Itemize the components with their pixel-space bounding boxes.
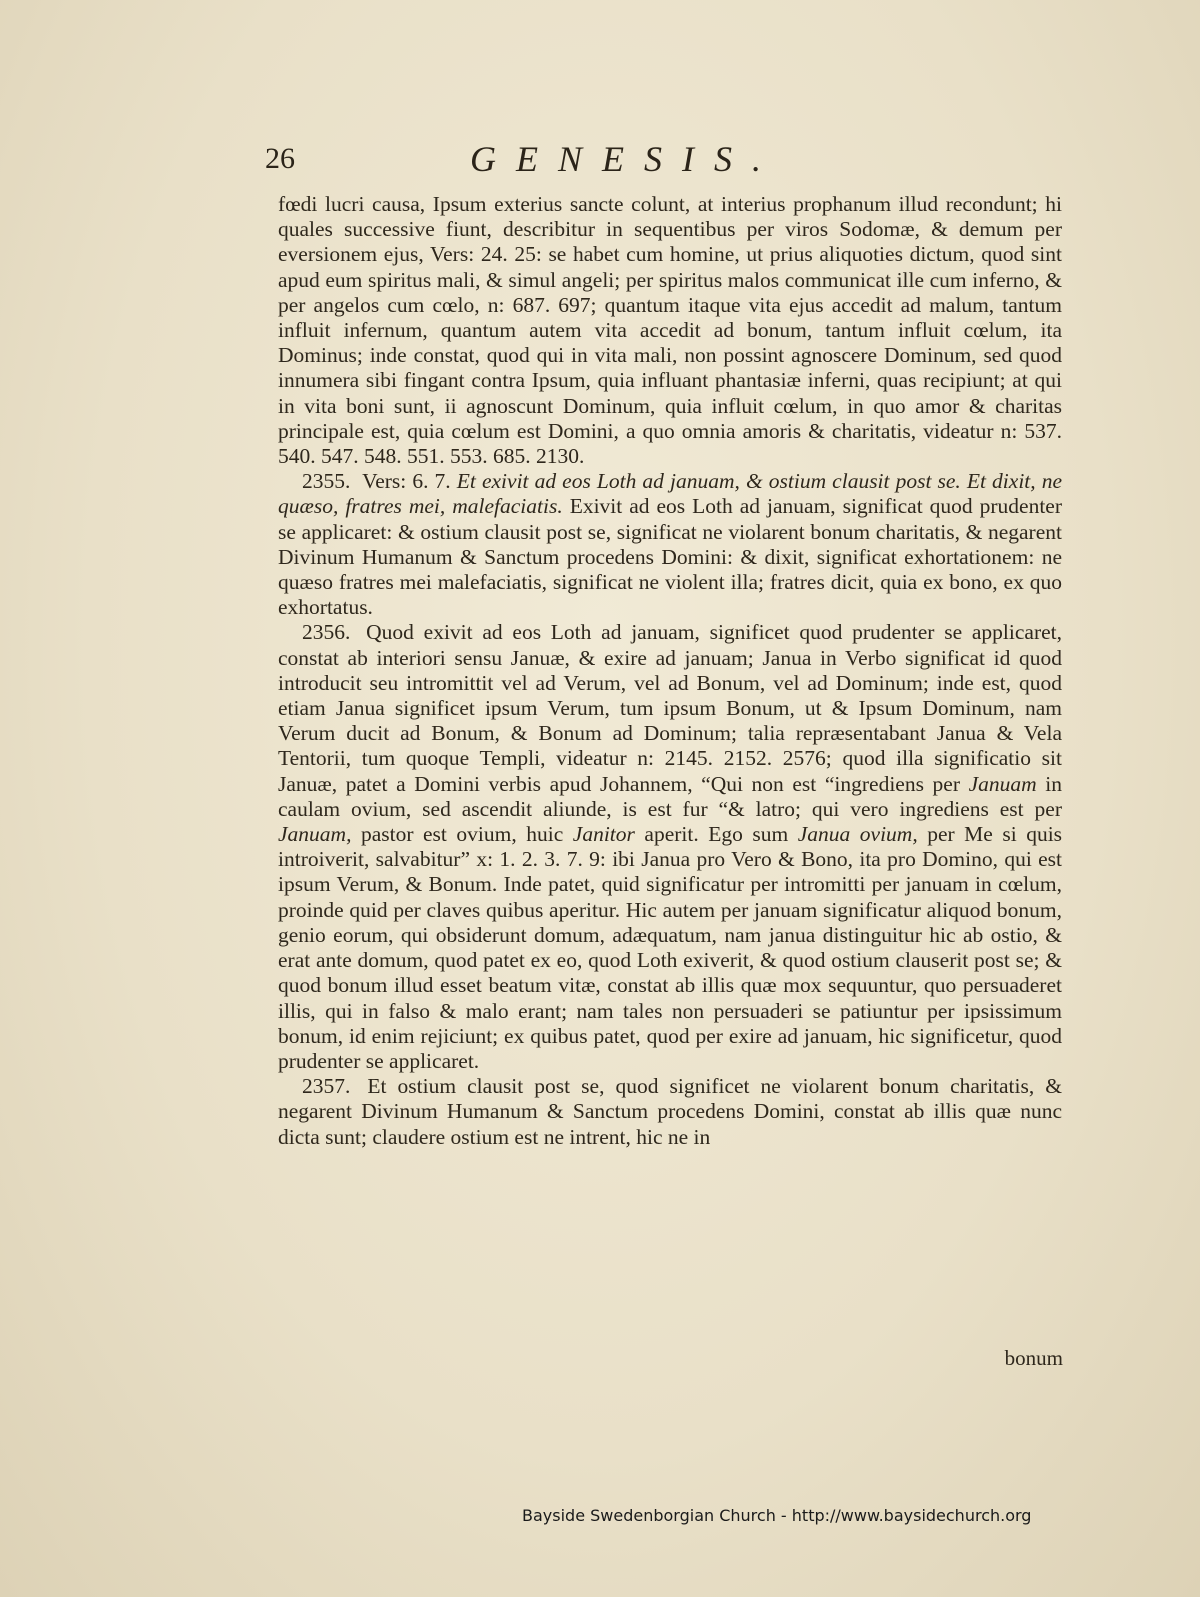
- paragraph-text: Quod exivit ad eos Loth ad januam, significet quod prudenter se applicaret, constat ab interiori sensu Januæ, & exire ad januam; Janua in Verbo significat id quod introducit seu intromittit vel ad Verum, vel ad Bonum, vel ad Dominum; inde est, quod etiam Janua significet ipsum Verum, tum ipsum Bonum, ut & Ipsum Dominum, nam Verum ducit ad Bonum, & Bonum ad Dominum; talia repræsentabant Janua & Vela Tentorii, tum quoque Templi, videatur n: 2145. 2152. 2576; quod illa significatio sit Januæ, patet a Domini verbis apud Johannem, “Qui non est “ingrediens per: [278, 620, 1062, 796]
- paragraph-2356: [278, 620, 1062, 1074]
- paragraph-number: 2357.: [302, 1074, 351, 1099]
- main-text: [278, 192, 1062, 1150]
- paragraph-number: 2356.: [302, 620, 351, 645]
- italic-term: Janua ovium,: [797, 822, 918, 847]
- paragraph-text: Et ostium clausit post se, quod significet ne violarent bonum charitatis, & negarent Divinum Humanum & Sanctum procedens Domini, constat ab illis quæ nunc dicta sunt; claudere ostium est ne intrent, hic ne in: [278, 1074, 1063, 1149]
- catchword: bonum: [1004, 1346, 1063, 1370]
- page-number: 26: [265, 142, 295, 175]
- intro-paragraph: fœdi lucri causa, Ipsum exterius sancte colunt, at interius prophanum illud recondunt; hi quales successive fiunt, describitur in sequentibus per viros Sodomæ, & demum per eversionem ejus, Vers: 24. 25: se habet cum homine, ut prius aliquoties dictum, quod sint apud eum spiritus mali, & simul angeli; per spiritus malos communicat ille cum inferno, & per angelos cum cœlo, n: 687. 697; quantum itaque vita ejus accedit ad malum, tantum influit infernum, quantum autem vita accedit ad bonum, tantum influit cœlum, ita Dominus; inde constat, quod qui in vita mali, non possint agnoscere Dominum, sed quod innumera sibi fingant contra Ipsum, quia influant phantasiæ inferni, quas recipiunt; at qui in vita boni sunt, ii agnoscunt Dominum, quia influit cœlum, in quo amor & charitas principale est, quia cœlum est Domini, a quo omnia amoris & charitatis, videatur n: 537. 540. 547. 548. 551. 553. 685. 2130.: [278, 192, 1062, 469]
- running-head: [265, 138, 1065, 188]
- paragraph-2357: [278, 1074, 1062, 1150]
- verse-reference: Vers: 6. 7.: [362, 469, 451, 494]
- italic-term: Januam: [968, 771, 1037, 796]
- book-title: GENESIS.: [470, 139, 781, 179]
- paragraph-text: pastor est ovium, huic: [360, 822, 564, 847]
- paragraph-text: per Me si quis introiverit, salvabitur” x: 1. 2. 3. 7. 9: ibi Janua pro Vero & Bono, ita pro Domino, qui est ipsum Verum, & Bonum. Inde patet, quid significatur per intromitti per januam in cœlum, proinde quid per claves quibus aperitur. Hic autem per januam significatur aliquod bonum, genio eorum, qui obsiderunt domum, adæquatum, nam janua distinguitur hic ab ostio, & erat ante domum, quod patet ex eo, quod Loth exiverit, & quod ostium clauserit post se; & quod bonum illud esset beatum vitæ, constat ab illis quæ mox sequuntur, quo persuaderet illis, qui in falso & malo erant; nam tales non persuaderi se patiuntur per ipsissimum bonum, id enim rejiciunt; ex quibus patet, quod per exire ad januam, hic significetur, quod prudenter se applicaret.: [278, 822, 1063, 1073]
- paragraph-text: in caulam ovium, sed ascendit aliunde, is est fur “& latro; qui vero ingrediens est per: [278, 771, 1063, 821]
- paragraph-2355: [278, 469, 1062, 620]
- paragraph-text: Exivit ad eos Loth ad januam, significat quod prudenter se applicaret: & ostium clausit post se, significat ne violarent bonum charitatis, & negarent Divinum Humanum & Sanctum procedens Domini: & dixit, significat exhortationem: ne quæso fratres mei malefaciatis, significat ne violent illa; fratres dicit, quia ex bono, ex quo exhortatus.: [278, 494, 1063, 620]
- scripture-quote: Et exivit ad eos Loth ad januam, & ostium clausit post se. Et dixit, ne quæso, fratres mei, malefaciatis.: [278, 469, 1063, 519]
- italic-term: Janitor: [572, 822, 635, 847]
- paragraph-text: aperit. Ego sum: [644, 822, 789, 847]
- italic-term: Januam,: [278, 822, 352, 847]
- footer-credit: Bayside Swedenborgian Church - http://www.baysidechurch.org: [522, 1506, 1032, 1525]
- paragraph-number: 2355.: [302, 469, 351, 494]
